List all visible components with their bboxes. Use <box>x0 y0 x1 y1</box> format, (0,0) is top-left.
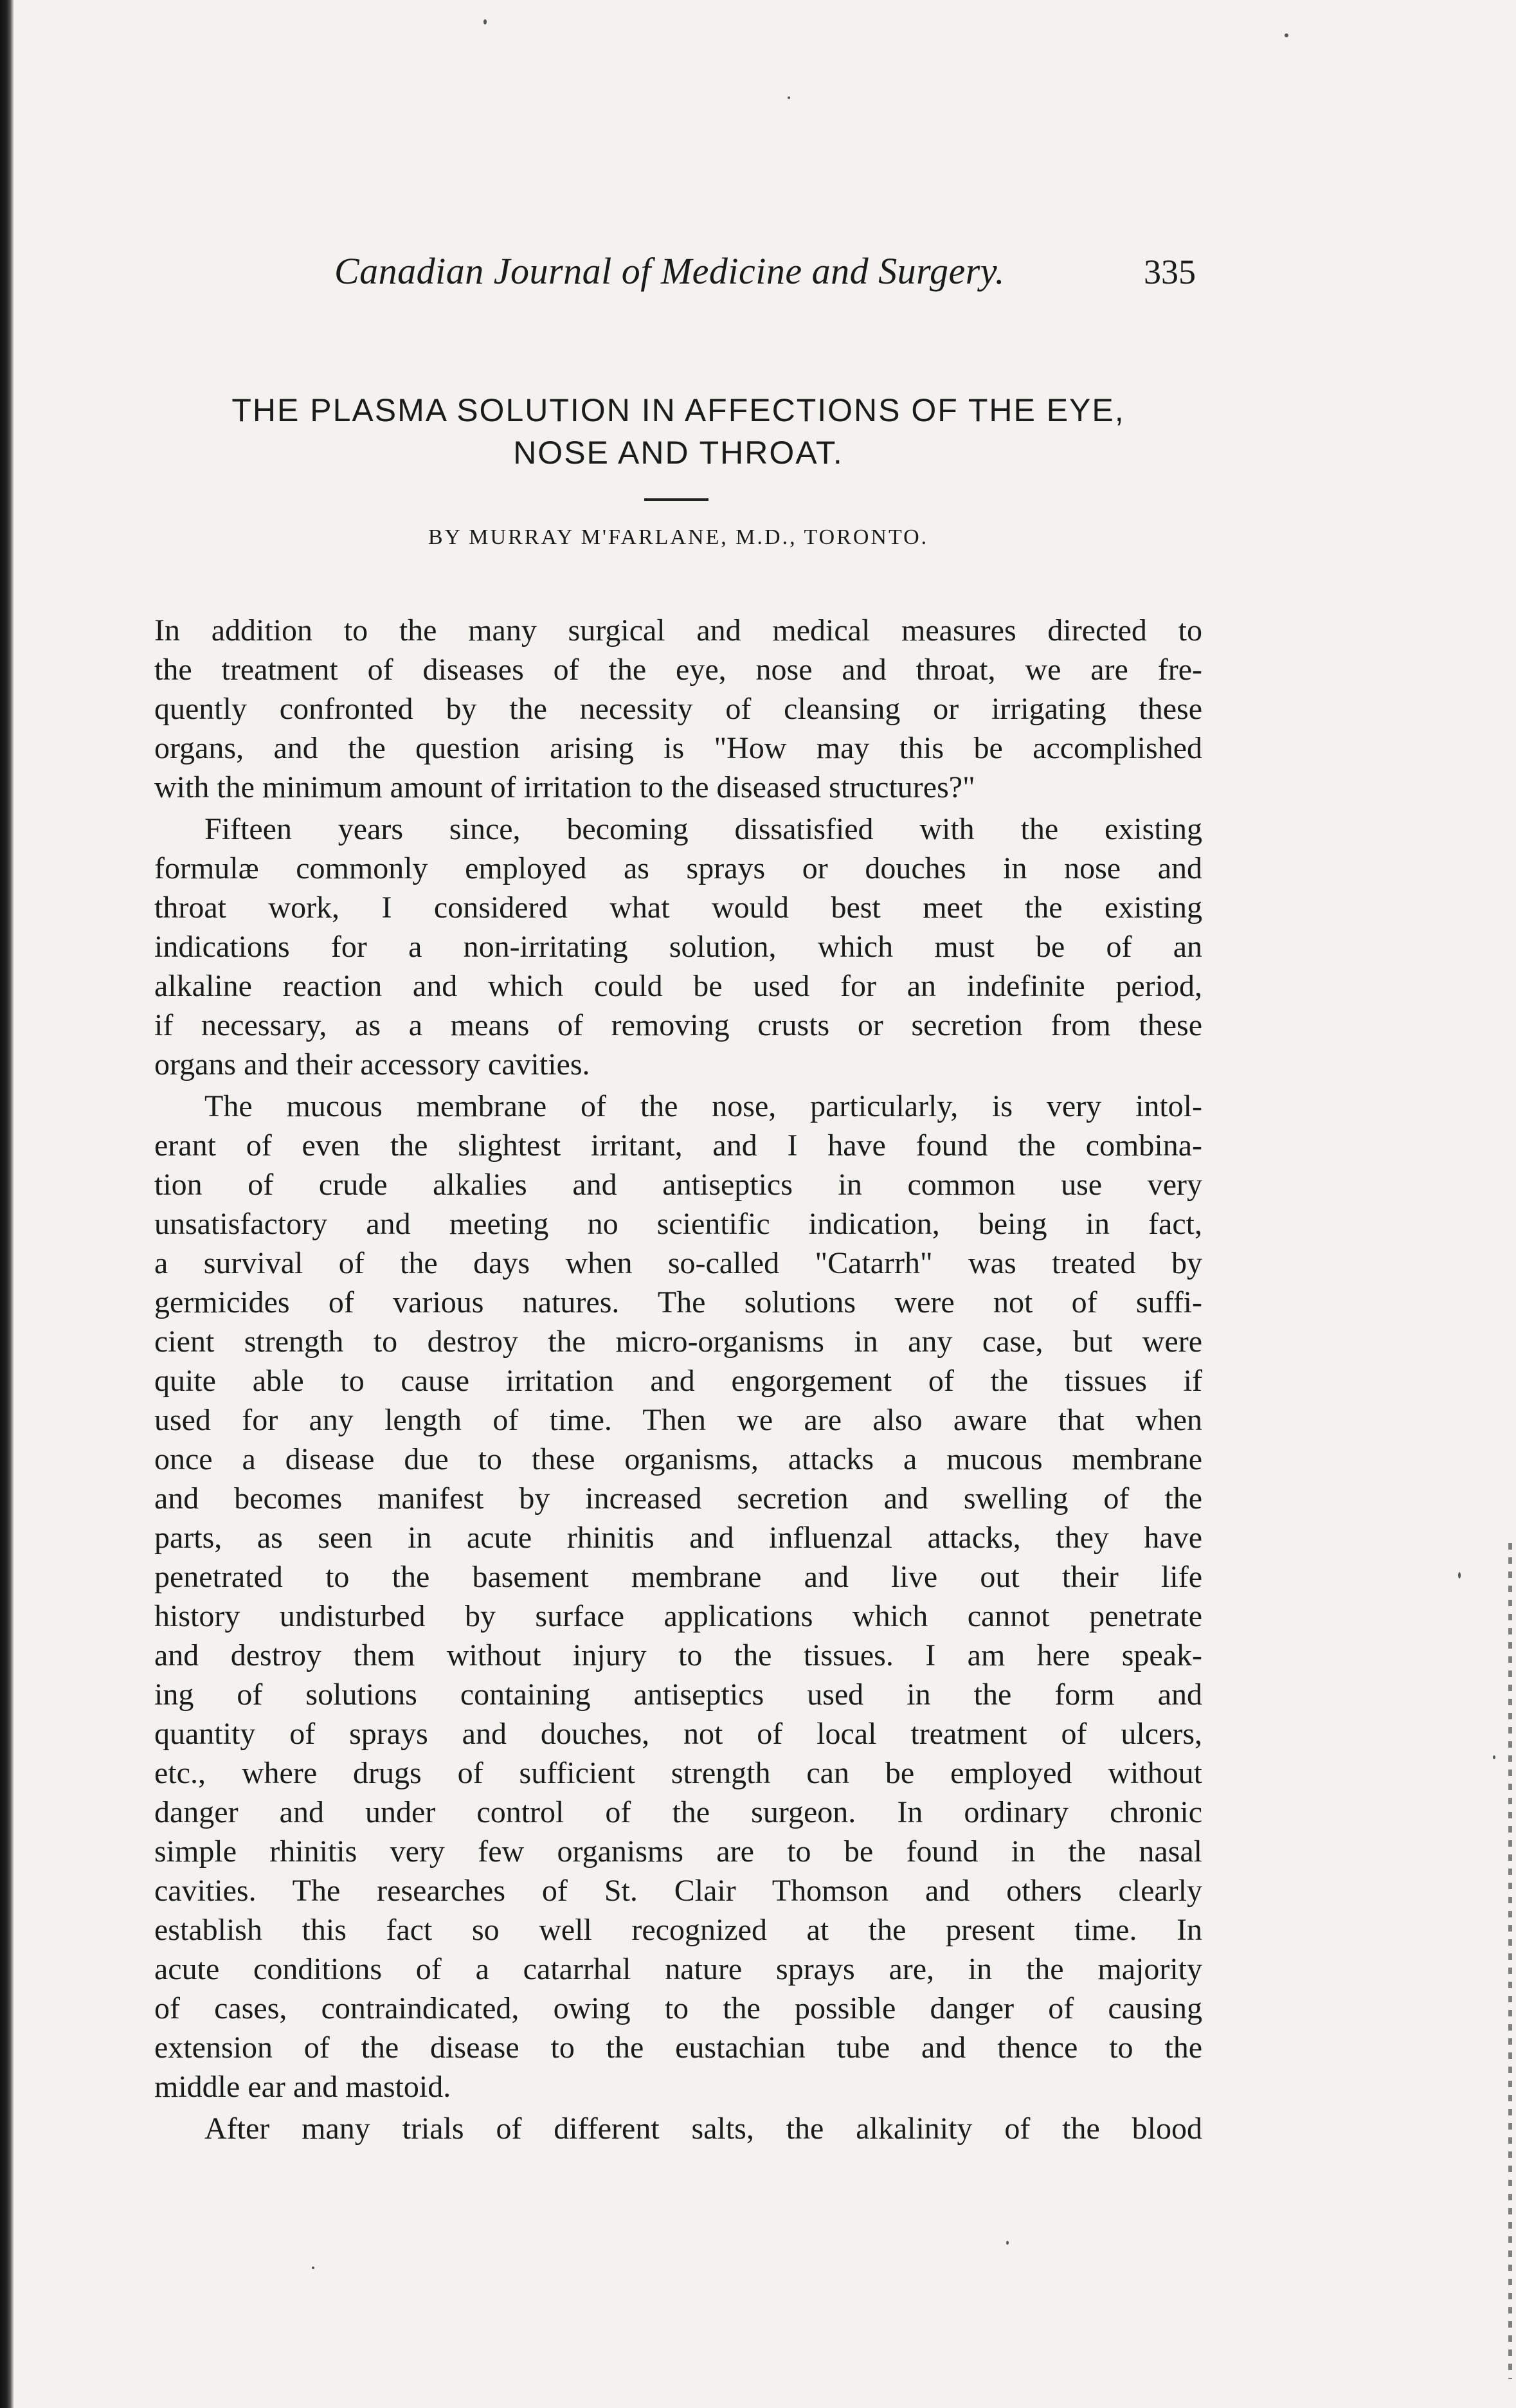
scan-speck <box>312 2267 314 2269</box>
text-line: organs and their accessory cavities. <box>154 1047 590 1082</box>
text-line: parts, as seen in acute rhinitis and influenzal attacks, they have <box>154 1521 1202 1555</box>
text-line: danger and under control of the surgeon. In ordinary chronic <box>154 1795 1202 1829</box>
text-line: In addition to the many surgical and medical measures directed to <box>154 613 1202 647</box>
text-line: indications for a non-irritating solution, which must be of an <box>154 930 1202 964</box>
text-line: erant of even the slightest irritant, and I have found the combina- <box>154 1128 1202 1163</box>
text-line: organs, and the question arising is "How may this be accomplished <box>154 731 1202 765</box>
text-line: acute conditions of a catarrhal nature sprays are, in the majority <box>154 1952 1202 1986</box>
scan-speck <box>483 19 487 24</box>
text-line: unsatisfactory and meeting no scientific indication, being in fact, <box>154 1207 1202 1241</box>
text-line: of cases, contraindicated, owing to the possible danger of causing <box>154 1991 1202 2025</box>
article-body <box>154 611 1202 2151</box>
text-line: used for any length of time. Then we are also aware that when <box>154 1403 1202 1437</box>
text-line: and destroy them without injury to the tissues. I am here speak- <box>154 1638 1202 1672</box>
title-line: THE PLASMA SOLUTION IN AFFECTIONS OF THE EYE, <box>231 392 1125 428</box>
paragraph <box>154 810 1202 1084</box>
text-line: Fifteen years since, becoming dissatisfied with the existing <box>204 812 1202 846</box>
article-title <box>154 389 1202 474</box>
text-line: cavities. The researches of St. Clair Thomson and others clearly <box>154 1874 1202 1908</box>
text-line: a survival of the days when so-called "Catarrh" was treated by <box>154 1246 1202 1280</box>
text-line: throat work, I considered what would best meet the existing <box>154 891 1202 925</box>
text-line: simple rhinitis very few organisms are to be found in the nasal <box>154 1834 1202 1869</box>
text-line: establish this fact so well recognized at the present time. In <box>154 1913 1202 1947</box>
text-line: quantity of sprays and douches, not of local treatment of ulcers, <box>154 1717 1202 1751</box>
text-line: quite able to cause irritation and engorgement of the tissues if <box>154 1364 1202 1398</box>
byline: BY MURRAY M'FARLANE, M.D., TORONTO. <box>428 525 929 549</box>
title-line: NOSE AND THROAT. <box>513 435 844 471</box>
running-head <box>154 249 1202 301</box>
text-line: the treatment of diseases of the eye, nose and throat, we are fre- <box>154 653 1202 687</box>
text-line: formulæ commonly employed as sprays or douches in nose and <box>154 851 1202 885</box>
paragraph <box>154 611 1202 807</box>
text-line: alkaline reaction and which could be used for an indefinite period, <box>154 969 1202 1003</box>
scan-speck <box>1458 1572 1461 1579</box>
text-line: once a disease due to these organisms, attacks a mucous membrane <box>154 1442 1202 1476</box>
paragraph <box>154 1087 1202 2106</box>
page-number: 335 <box>1144 253 1196 291</box>
text-line: tion of crude alkalies and antiseptics in common use very <box>154 1168 1202 1202</box>
binding-shadow <box>0 0 14 2408</box>
text-line: cient strength to destroy the micro-organisms in any case, but were <box>154 1325 1202 1359</box>
text-line: germicides of various natures. The solutions were not of suffi- <box>154 1285 1202 1319</box>
text-line: After many trials of different salts, the alkalinity of the blood <box>204 2112 1202 2146</box>
text-line: with the minimum amount of irritation to the diseased structures?" <box>154 770 975 804</box>
text-line: etc., where drugs of sufficient strength can be employed without <box>154 1756 1202 1790</box>
text-line: middle ear and mastoid. <box>154 2070 451 2104</box>
text-line: The mucous membrane of the nose, particularly, is very intol- <box>204 1089 1202 1123</box>
text-line: history undisturbed by surface applications which cannot penetrate <box>154 1599 1202 1633</box>
title-rule <box>644 498 708 501</box>
text-line: penetrated to the basement membrane and live out their life <box>154 1560 1202 1594</box>
scan-speck <box>1285 33 1288 37</box>
paragraph <box>154 2109 1202 2148</box>
text-line: ing of solutions containing antiseptics used in the form and <box>154 1678 1202 1712</box>
scan-speck <box>788 96 790 99</box>
text-line: and becomes manifest by increased secretion and swelling of the <box>154 1481 1202 1516</box>
page-edge-marks <box>1508 1543 1512 2379</box>
scan-speck <box>1006 2241 1009 2245</box>
text-line: if necessary, as a means of removing crusts or secretion from these <box>154 1008 1202 1042</box>
text-line: extension of the disease to the eustachian tube and thence to the <box>154 2031 1202 2065</box>
journal-title: Canadian Journal of Medicine and Surgery. <box>334 250 1005 292</box>
scan-speck <box>1493 1755 1495 1759</box>
text-line: quently confronted by the necessity of cleansing or irrigating these <box>154 692 1202 726</box>
